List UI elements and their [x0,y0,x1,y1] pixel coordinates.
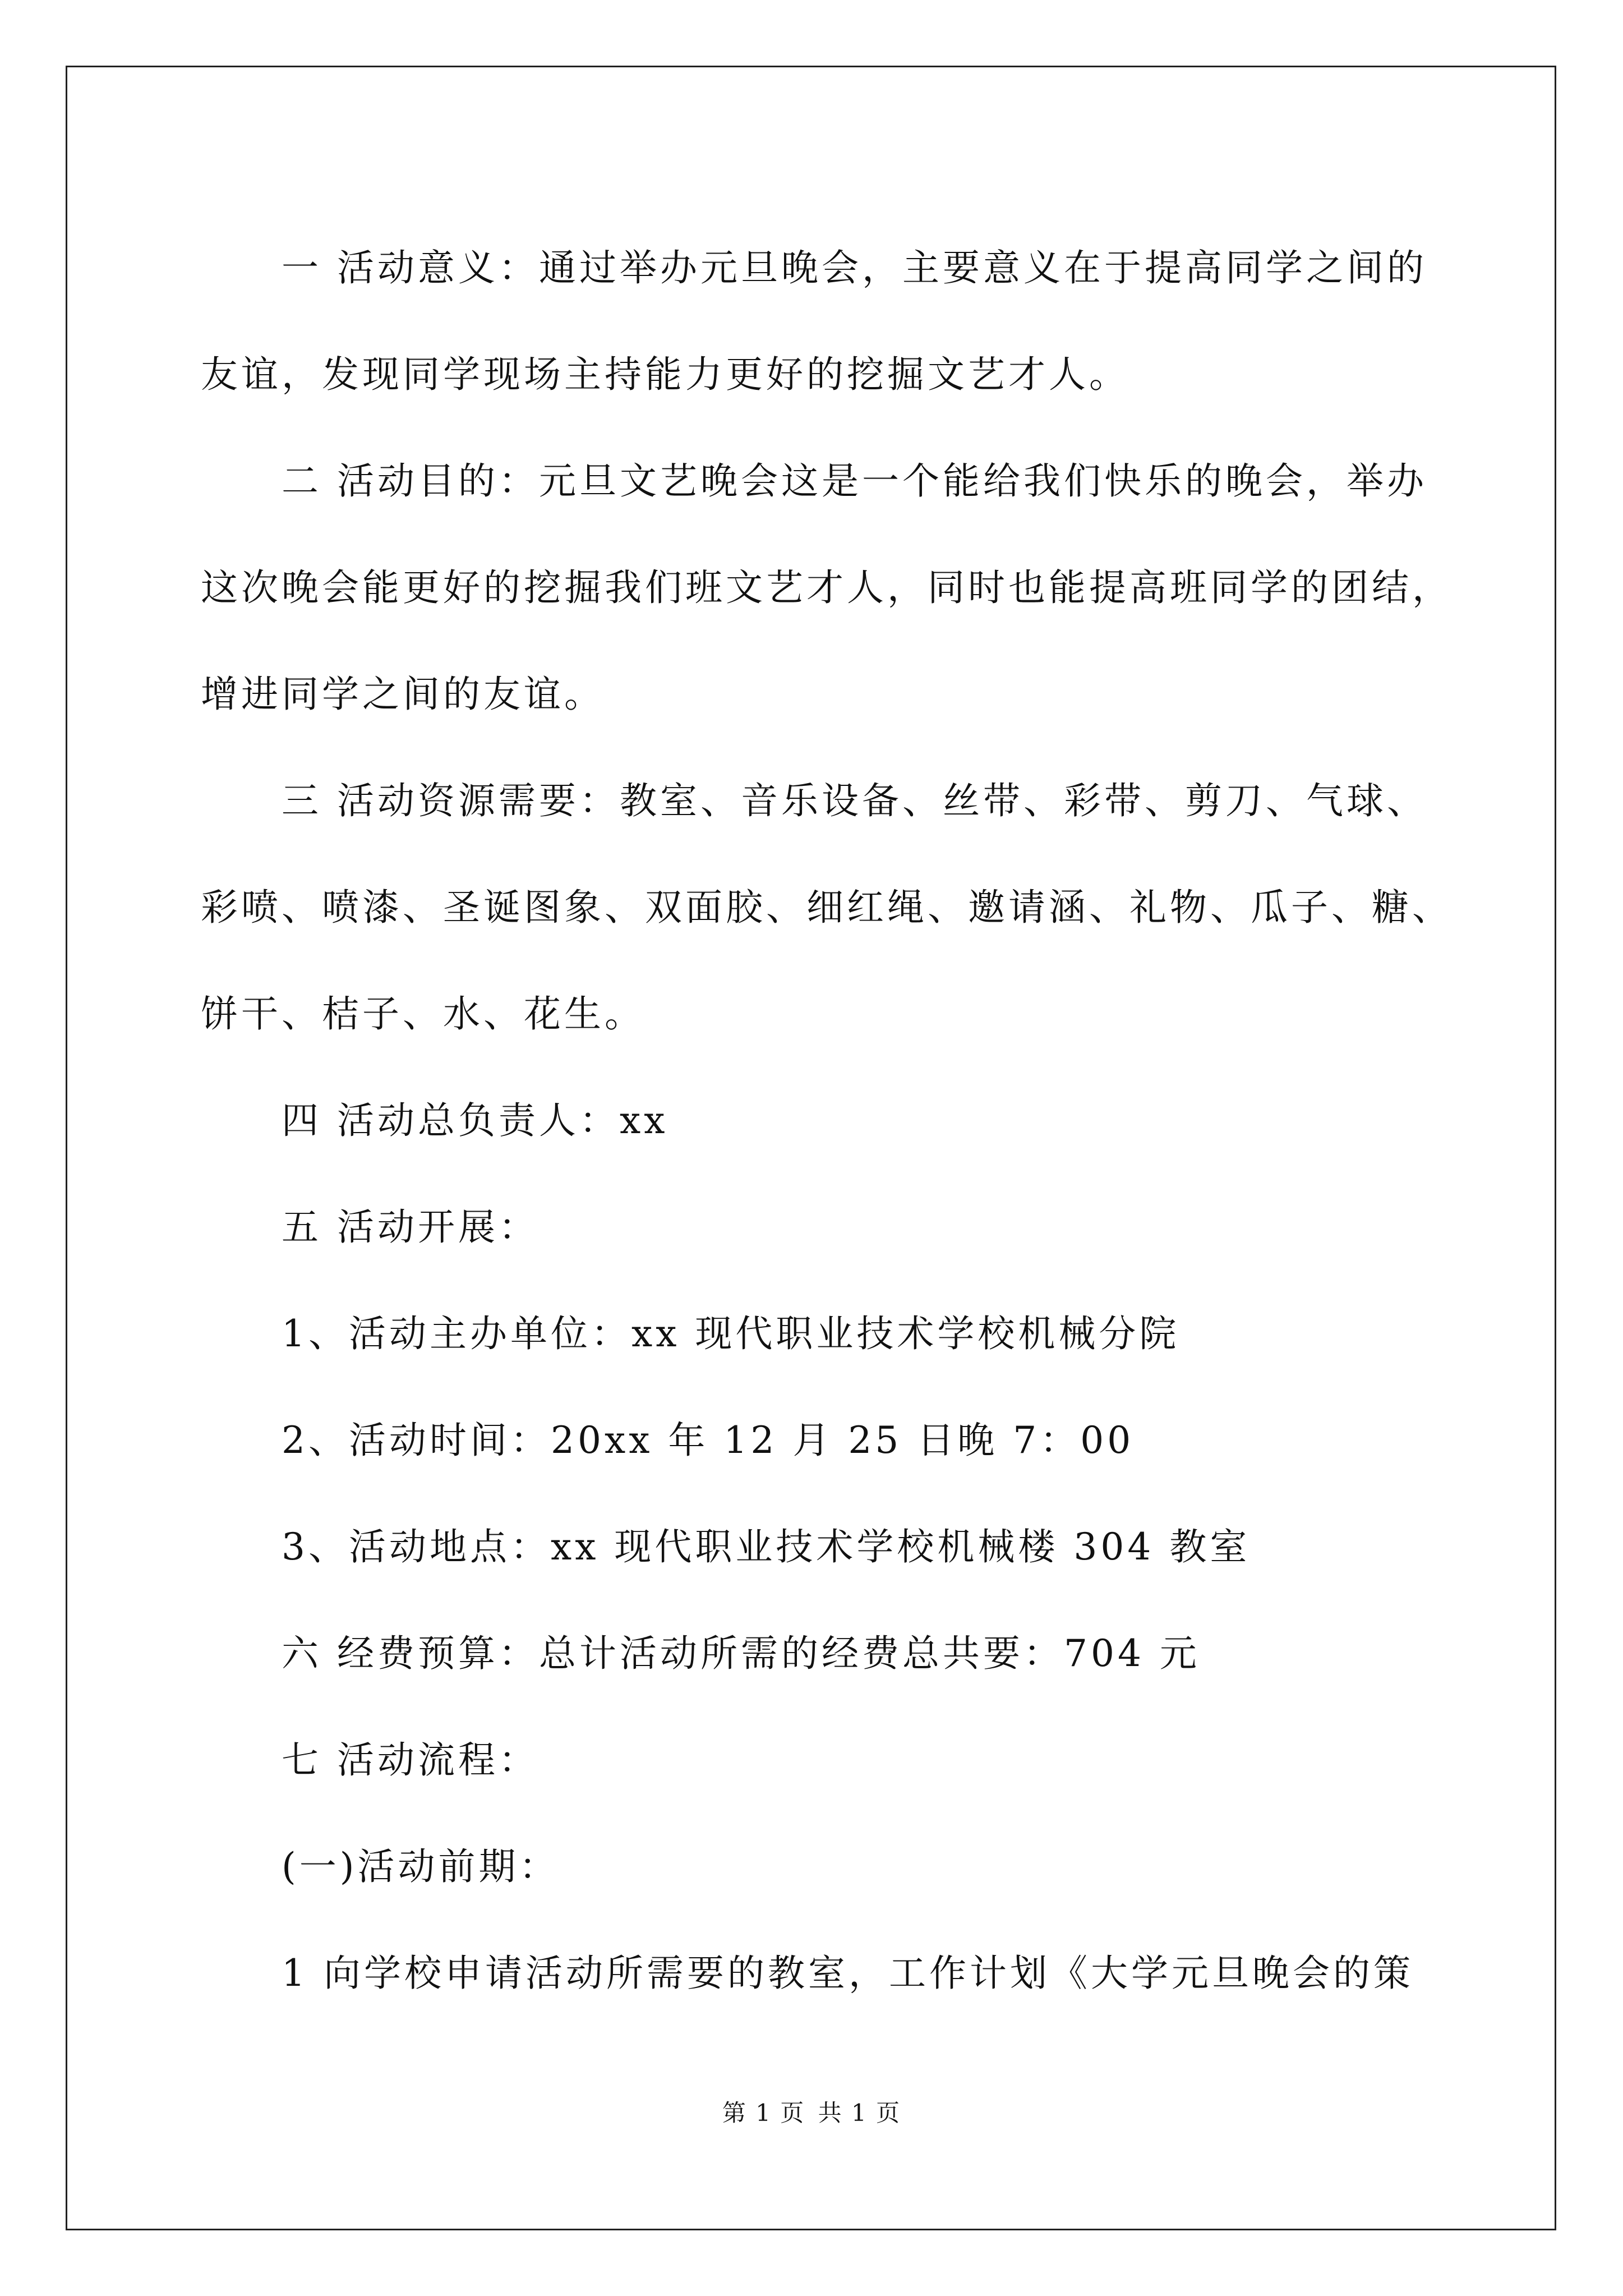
paragraph-line: 2、活动时间：20xx 年 12 月 25 日晚 7：00 [282,1419,1135,1462]
paragraph-line: 五 活动开展： [282,1205,539,1249]
page-total: 共 1 页 [818,2099,901,2127]
paragraph-line: 一 活动意义：通过举办元旦晚会，主要意义在于提高同学之间的 [282,246,1427,289]
paragraph-line: 彩喷、喷漆、圣诞图象、双面胶、细红绳、邀请涵、礼物、瓜子、糖、 [201,886,1453,929]
paragraph-line: 四 活动总负责人：xx [282,1099,668,1142]
paragraph-line: 三 活动资源需要：教室、音乐设备、丝带、彩带、剪刀、气球、 [282,779,1427,822]
paragraph-line: 七 活动流程： [282,1738,539,1782]
paragraph-line: 友谊，发现同学现场主持能力更好的挖掘文艺才人。 [201,353,1129,396]
paragraph-line: 3、活动地点：xx 现代职业技术学校机械楼 304 教室 [282,1525,1251,1568]
paragraph-line: 这次晚会能更好的挖掘我们班文艺才人，同时也能提高班同学的团结， [201,566,1453,609]
page-number: 第 1 页 [722,2099,805,2127]
paragraph-line: 二 活动目的：元旦文艺晚会这是一个能给我们快乐的晚会，举办 [282,459,1427,503]
paragraph-line: 六 经费预算：总计活动所需的经费总共要：704 元 [282,1632,1200,1675]
paragraph-line: 增进同学之间的友谊。 [201,673,605,716]
document-body [201,215,1453,2027]
paragraph-line: 1 向学校申请活动所需要的教室，工作计划《大学元旦晚会的策 [282,1952,1414,1995]
paragraph-line: 饼干、桔子、水、花生。 [201,992,645,1036]
paragraph-line: (一)活动前期： [282,1845,560,1888]
paragraph-line: 1、活动主办单位：xx 现代职业技术学校机械分院 [282,1312,1180,1355]
page-footer [0,2095,1623,2128]
